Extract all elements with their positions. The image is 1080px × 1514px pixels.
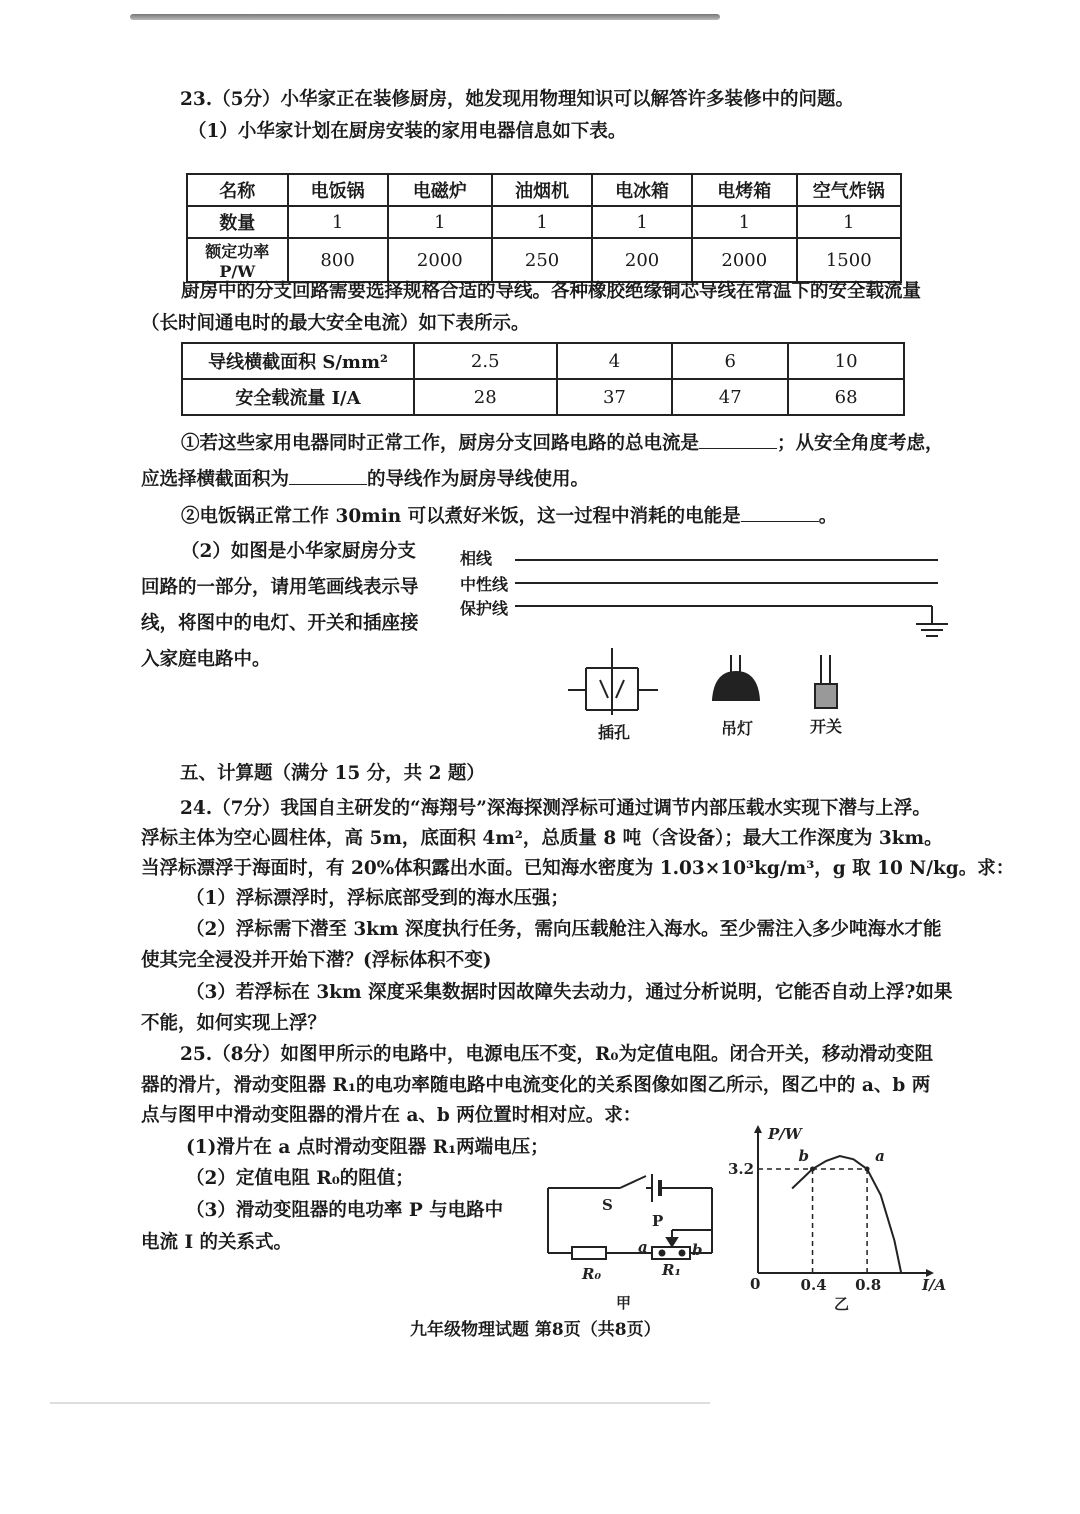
table-cell: 10 bbox=[788, 343, 904, 379]
q23-part2-line: 回路的一部分，请用笔画线表示导 bbox=[141, 577, 419, 598]
q24-line: （1）浮标漂浮时，浮标底部受到的海水压强； bbox=[186, 888, 569, 909]
switch-s-label: S bbox=[602, 1196, 613, 1214]
section-title: 五、计算题（满分 15 分，共 2 题） bbox=[180, 763, 485, 784]
r1-label: R₁ bbox=[662, 1261, 682, 1279]
circuit-caption: 甲 bbox=[616, 1294, 632, 1312]
lamp-label: 吊灯 bbox=[721, 719, 754, 738]
table-cell: 68 bbox=[788, 379, 904, 415]
table-cell: 200 bbox=[592, 238, 692, 282]
appliance-header-cell: 电烤箱 bbox=[692, 174, 796, 206]
table-cell: 1 bbox=[797, 206, 901, 238]
scan-edge-line bbox=[50, 1402, 710, 1404]
table-cell: 800 bbox=[288, 238, 388, 282]
ground-wire-label: 保护线 bbox=[460, 599, 509, 618]
q25-line: 点与图甲中滑动变阻器的滑片在 a、b 两位置时相对应。求： bbox=[141, 1105, 642, 1126]
q24-line: （2）浮标需下潜至 3km 深度执行任务，需向压载舱注入海水。至少需注入多少吨海水才能 bbox=[186, 919, 942, 940]
q24-line: （3）若浮标在 3km 深度采集数据时因故障失去动力，通过分析说明，它能否自动上浮?如果 bbox=[186, 982, 953, 1003]
data-point bbox=[865, 1167, 870, 1172]
y-axis-arrow-icon bbox=[754, 1125, 762, 1133]
table-cell: 额定功率 P/W bbox=[187, 238, 288, 282]
point-label: b bbox=[798, 1147, 810, 1165]
point-a-label: a bbox=[638, 1238, 648, 1256]
q23-part1-intro: （1）小华家计划在厨房安装的家用电器信息如下表。 bbox=[188, 121, 627, 142]
r0-label: R₀ bbox=[582, 1265, 602, 1283]
q24-line: 当浮标漂浮于海面时，有 20%体积露出水面。已知海水密度为 1.03×10³kg/m³，g 取 10 N/kg。求： bbox=[141, 858, 1015, 879]
table-cell: 1500 bbox=[797, 238, 901, 282]
q25-sub: (1)滑片在 a 点时滑动变阻器 R₁两端电压； bbox=[186, 1137, 549, 1158]
table-cell: 1 bbox=[388, 206, 492, 238]
neutral-wire-label: 中性线 bbox=[460, 575, 509, 594]
table-cell: 1 bbox=[592, 206, 692, 238]
q23-sub1-text-c: 应选择横截面积为 bbox=[141, 469, 290, 490]
table-cell: 250 bbox=[492, 238, 592, 282]
live-wire-label: 相线 bbox=[460, 549, 493, 568]
q25-sub: 电流 I 的关系式。 bbox=[141, 1232, 293, 1253]
table-cell: 1 bbox=[692, 206, 796, 238]
table-cell: 1 bbox=[492, 206, 592, 238]
table-cell: 28 bbox=[414, 379, 557, 415]
q23-sub2-text-a: ②电饭锅正常工作 30min 可以煮好米饭，这一过程中消耗的电能是 bbox=[181, 506, 741, 527]
table-cell: 数量 bbox=[187, 206, 288, 238]
q25-sub: （2）定值电阻 R₀的阻值； bbox=[186, 1168, 414, 1189]
chart-caption: 乙 bbox=[834, 1295, 850, 1313]
x-tick-label: 0.8 bbox=[855, 1276, 882, 1294]
table-cell: 6 bbox=[672, 343, 788, 379]
appliance-header-cell: 电饭锅 bbox=[288, 174, 388, 206]
appliance-header-cell: 电冰箱 bbox=[592, 174, 692, 206]
appliance-header-cell: 油烟机 bbox=[492, 174, 592, 206]
x-tick-label: 0.4 bbox=[800, 1276, 827, 1294]
x-axis-label: I/A bbox=[922, 1276, 947, 1294]
q23-para2-line2: （长时间通电时的最大安全电流）如下表所示。 bbox=[141, 313, 530, 334]
q23-sub1-text-b: ；从安全角度考虑， bbox=[777, 433, 944, 454]
slider-p-label: P bbox=[652, 1212, 664, 1230]
appliance-header-cell: 电磁炉 bbox=[388, 174, 492, 206]
table-cell: 安全载流量 I/A bbox=[182, 379, 414, 415]
switch-label: 开关 bbox=[810, 717, 843, 736]
q24-line: 24.（7分）我国自主研发的“海翔号”深海探测浮标可通过调节内部压载水实现下潜与上浮。 bbox=[180, 798, 931, 819]
point-label: a bbox=[875, 1147, 885, 1165]
q24-line: 不能，如何实现上浮？ bbox=[141, 1013, 327, 1034]
data-point bbox=[810, 1167, 815, 1172]
q23-para2-line1: 厨房中的分支回路需要选择规格合适的导线。各种橡胶绝缘铜芯导线在常温下的安全载流量 bbox=[181, 281, 922, 302]
point-b-label: b bbox=[692, 1241, 703, 1259]
table-cell: 2000 bbox=[388, 238, 492, 282]
y-axis-label: P/W bbox=[768, 1125, 802, 1143]
table-cell: 37 bbox=[557, 379, 673, 415]
table-cell: 47 bbox=[672, 379, 788, 415]
q23-part2-line: （2）如图是小华家厨房分支 bbox=[181, 541, 416, 562]
appliance-header-cell: 空气炸锅 bbox=[797, 174, 901, 206]
origin-label: 0 bbox=[750, 1275, 761, 1293]
y-tick-label: 3.2 bbox=[728, 1160, 755, 1178]
q25-sub: （3）滑动变阻器的电功率 P 与电路中 bbox=[186, 1200, 504, 1221]
q24-line: 浮标主体为空心圆柱体，高 5m，底面积 4m²，总质量 8 吨（含设备）；最大工作深度为 3km。 bbox=[141, 828, 943, 849]
table-cell: 4 bbox=[557, 343, 673, 379]
q23-sub2-text-b: 。 bbox=[818, 506, 838, 527]
table-cell: 1 bbox=[288, 206, 388, 238]
table-cell: 导线横截面积 S/mm² bbox=[182, 343, 414, 379]
q25-line: 器的滑片，滑动变阻器 R₁的电功率随电路中电流变化的关系图像如图乙所示，图乙中的 a、b 两 bbox=[141, 1075, 931, 1096]
q24-line: 使其完全浸没并开始下潜？(浮标体积不变) bbox=[141, 950, 492, 971]
q23-title: 23.（5分）小华家正在装修厨房，她发现用物理知识可以解答许多装修中的问题。 bbox=[180, 89, 855, 110]
table-cell: 2.5 bbox=[414, 343, 557, 379]
appliance-header-cell: 名称 bbox=[187, 174, 288, 206]
q23-part2-line: 线，将图中的电灯、开关和插座接 bbox=[141, 613, 419, 634]
socket-label: 插孔 bbox=[598, 723, 631, 742]
q23-part2-line: 入家庭电路中。 bbox=[141, 649, 271, 670]
power-curve bbox=[792, 1156, 901, 1273]
q23-sub1-text-d: 的导线作为厨房导线使用。 bbox=[367, 469, 590, 490]
page-footer: 九年级物理试题 第8页（共8页） bbox=[410, 1320, 661, 1340]
q23-sub1-text-a: ①若这些家用电器同时正常工作，厨房分支回路电路的总电流是 bbox=[181, 433, 700, 454]
table-cell: 2000 bbox=[692, 238, 796, 282]
q25-line: 25.（8分）如图甲所示的电路中，电源电压不变，R₀为定值电阻。闭合开关，移动滑动变阻 bbox=[180, 1044, 934, 1065]
